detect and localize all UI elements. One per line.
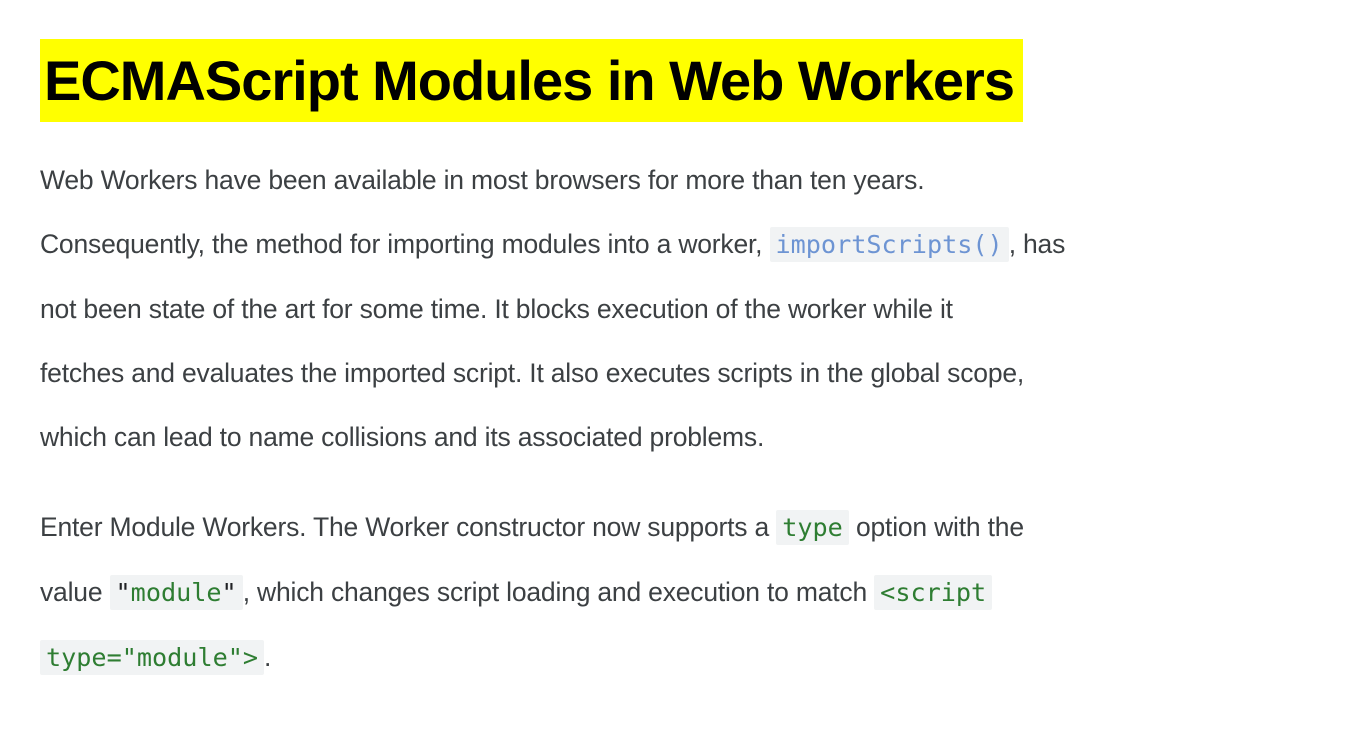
inline-code <box>776 510 849 545</box>
paragraph-intro: Web Workers have been available in most browsers for more than ten years. Consequently, the method for importing modules into a worker, importScripts() , has not been state of the art for some time. It blocks execution of the worker while it fetches and evaluates the imported script. It also executes scripts in the global scope, which can lead to name collisions and its associated problems. <box>40 165 1066 452</box>
code-token-dark: " <box>221 578 237 607</box>
inline-code <box>874 575 992 610</box>
title-highlight: ECMAScript Modules in Web Workers <box>40 39 1023 122</box>
inline-code <box>770 227 1009 262</box>
code-token-blue: importScripts() <box>775 230 1003 259</box>
code-token-green: type="module"> <box>46 643 259 672</box>
code-token-green: type <box>782 513 843 542</box>
inline-code <box>110 575 243 610</box>
code-token-dark: " <box>115 578 131 607</box>
paragraph-module-workers: Enter Module Workers. The Worker constructor now supports a type option with the value "module" , which changes script loading and execution to match <script type="module"> . <box>40 495 1340 690</box>
code-token-green: <script <box>880 578 987 607</box>
page-title <box>40 39 1340 122</box>
code-token-green: module <box>130 578 222 607</box>
inline-code <box>40 640 264 675</box>
article-content <box>0 39 1358 690</box>
